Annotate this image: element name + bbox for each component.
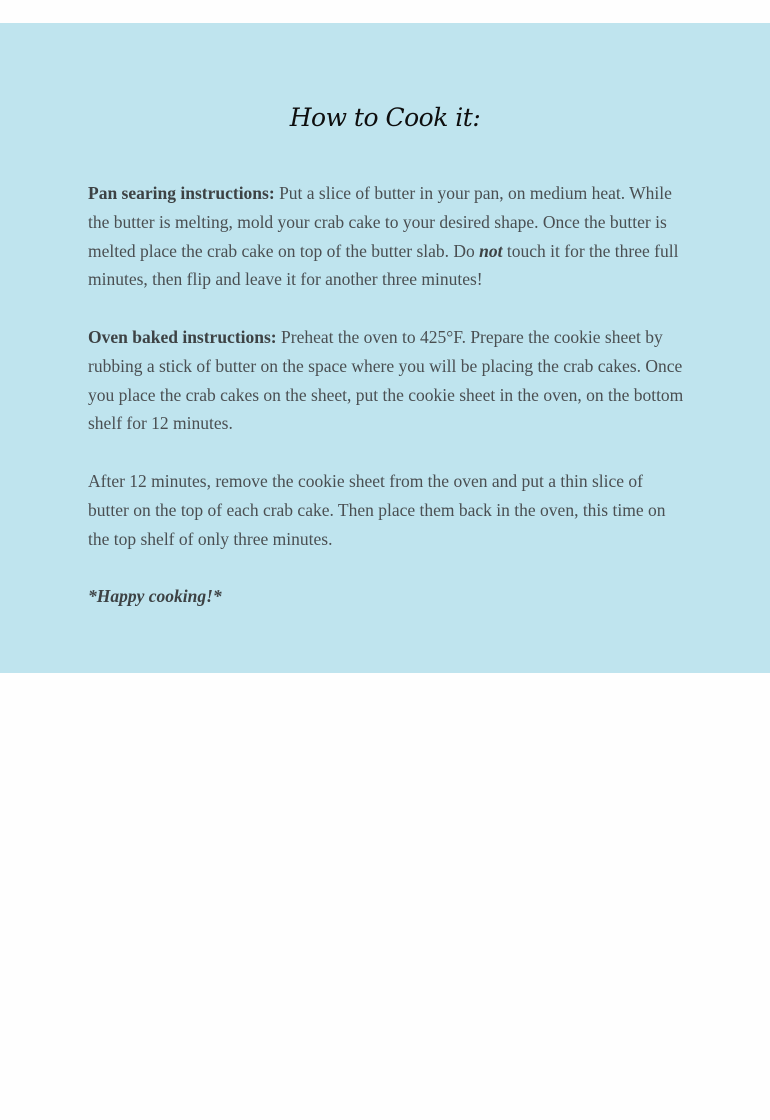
signoff-text: *Happy cooking!* (88, 586, 222, 607)
pan-searing-heading: Pan searing instructions: (88, 183, 275, 203)
pan-searing-text-2: touch it for the three full minutes, then flip and leave it for another three minutes! (88, 240, 679, 290)
oven-baked-text: Preheat the oven to 425°F. Prepare the cookie sheet by rubbing a stick of butter on the space where you will be placing the crab cakes. Once you place the crab cakes on the sheet, put the cookie sheet in the oven, on the bottom shelf for 12 minutes. (88, 326, 684, 434)
oven-baked-paragraph (88, 323, 686, 438)
cooking-instructions-section (0, 23, 770, 673)
after-baking-paragraph: After 12 minutes, remove the cookie sheet from the oven and put a thin slice of butter on the top of each crab cake. Then place them back in the oven, this time on the top shelf of only three minutes. (88, 470, 666, 549)
oven-baked-heading: Oven baked instructions: (88, 326, 277, 347)
section-title: How to Cook it: (289, 103, 481, 132)
pan-searing-paragraph (88, 179, 686, 294)
instructions-content (88, 179, 686, 640)
pan-searing-text-1: Put a slice of butter in your pan, on medium heat. While the butter is melting, mold your crab cake to your desired shape. Once the butter is melted place the crab cake on top of the butter slab. Do (88, 183, 672, 261)
pan-searing-emphasis: not (479, 240, 503, 261)
